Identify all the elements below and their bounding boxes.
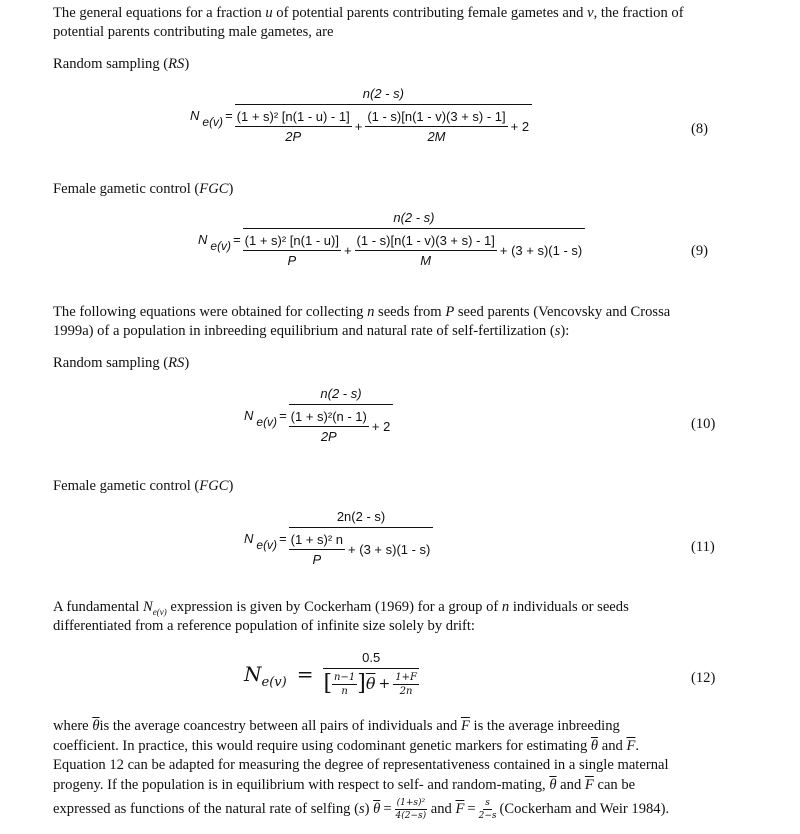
lhs-subscript: e(v)	[256, 537, 278, 552]
intro-paragraph	[53, 4, 753, 42]
plus: +	[354, 119, 363, 134]
text: The general equations for a fraction	[53, 5, 266, 21]
term1	[289, 532, 345, 567]
text: Female gametic control (	[53, 478, 200, 494]
text: coefficient. In practice, this would require using codominant genetic markers for estimating	[53, 737, 591, 754]
numerator: n(2 - s)	[243, 210, 586, 229]
theta-bar: $\overline{\theta}$	[590, 737, 599, 754]
lhs-subscript: e(v)	[202, 114, 224, 129]
theta-bar: $\overline{\theta}$	[365, 674, 376, 693]
bracket-fraction	[332, 672, 357, 697]
text: The following equations were obtained for collecting	[53, 304, 368, 320]
denominator	[243, 229, 586, 268]
theta-bar: $\overline{\theta}$	[549, 776, 557, 793]
term1-denominator: P	[287, 253, 297, 268]
term2	[365, 109, 507, 144]
term2	[393, 672, 419, 697]
text: A fundamental	[53, 599, 143, 615]
text: ):	[560, 323, 570, 339]
heading-female-gametic-control-1	[53, 180, 753, 199]
numerator: 0.5	[323, 650, 418, 669]
lhs-N: N	[244, 530, 254, 546]
text: )	[228, 478, 234, 494]
equation-12	[244, 650, 419, 697]
term2-denominator: 2n	[399, 685, 413, 697]
numerator: n(2 - s)	[235, 86, 532, 105]
term2-numerator: 1+F	[395, 671, 417, 683]
main-fraction	[235, 86, 532, 144]
text: individuals or seeds	[509, 599, 629, 615]
equation-number-12: (12)	[691, 670, 716, 686]
bracket-numerator: n−1	[334, 671, 356, 683]
lhs	[244, 661, 287, 690]
tail: + (3 + s)(1 - s)	[499, 243, 583, 258]
term1-numerator: (1 + s)² [n(1 - u) - 1]	[235, 109, 352, 127]
paragraph-collecting-seeds	[53, 303, 753, 341]
text: seeds from	[374, 304, 446, 320]
term1-numerator: (1 + s)²(n - 1)	[289, 409, 369, 427]
bracket-denominator: n	[341, 685, 348, 697]
term2-numerator: (1 - s)[n(1 - v)(3 + s) - 1]	[355, 233, 497, 251]
term2-denominator: M	[420, 253, 432, 268]
equals: =	[467, 800, 476, 817]
text: Female gametic control (	[53, 181, 200, 197]
var-u: u	[265, 5, 273, 21]
main-fraction	[243, 210, 586, 268]
F-formula	[479, 798, 497, 821]
text: FGC	[199, 181, 229, 197]
text: expression is given by Cockerham (1969) for a group of	[166, 599, 502, 615]
var-P: P	[445, 304, 455, 320]
text: .	[635, 737, 640, 754]
tail: + 2	[371, 419, 391, 434]
denominator	[323, 669, 418, 697]
numerator: n(2 - s)	[289, 386, 394, 405]
term1-denominator: P	[312, 552, 322, 567]
theta-bar: $\overline{\theta}$	[373, 800, 381, 817]
text: and	[427, 800, 456, 817]
lhs-subscript: e(v)	[210, 238, 232, 253]
text: )	[184, 56, 190, 72]
equation-11	[244, 509, 433, 567]
lhs: N e(v) =	[190, 107, 233, 129]
var-n: n	[367, 304, 375, 320]
citation: (Cockerham and Weir 1984).	[499, 800, 670, 817]
equation-10	[244, 386, 393, 444]
text: )	[364, 800, 374, 817]
F-bar: $\overline{F}$	[626, 737, 636, 754]
selfing-formulas-line	[53, 798, 753, 821]
F-bar: $\overline{F}$	[460, 718, 470, 734]
text: seed parents (Vencovsky and Crossa	[454, 304, 671, 320]
paragraph-where	[53, 717, 753, 821]
text: 1999a) of a population in inbreeding equilibrium and natural rate of self-fertilization (	[53, 323, 555, 339]
text: , the fraction of	[593, 5, 684, 21]
equals: =	[383, 800, 392, 817]
term1-denominator: 2P	[320, 429, 337, 444]
main-fraction	[289, 386, 394, 444]
F-formula-denominator: 2−s	[478, 811, 497, 821]
term1-numerator: (1 + s)² n	[289, 532, 345, 550]
text: progeny. If the population is in equilibrium with respect to self- and random-mating,	[53, 776, 550, 793]
term1	[243, 233, 341, 268]
var-v: v	[587, 5, 594, 21]
theta-formula-denominator: 4(2−s)	[395, 811, 427, 821]
lhs-N: N	[244, 407, 254, 423]
term2-denominator: 2M	[427, 129, 446, 144]
tail: + (3 + s)(1 - s)	[348, 542, 431, 557]
lhs: N e(v) =	[244, 407, 287, 429]
main-fraction	[323, 650, 418, 697]
theta-bar: $\overline{\theta}$	[92, 718, 100, 734]
var-s: s	[554, 323, 561, 339]
denominator	[289, 528, 434, 567]
subscript: e(v)	[152, 606, 167, 617]
text: potential parents contributing male gametes, are	[53, 24, 334, 40]
text: is the average coancestry between all pairs of individuals and	[99, 718, 461, 734]
term1	[235, 109, 352, 144]
F-bar: $\overline{F}$	[584, 776, 594, 793]
lhs-N: N	[244, 661, 262, 686]
text: )	[184, 355, 190, 371]
main-fraction	[289, 509, 434, 567]
equation-8	[190, 86, 532, 144]
plus: +	[378, 676, 391, 692]
lhs: N e(v) =	[198, 231, 241, 253]
term1	[289, 409, 369, 444]
text: FGC	[199, 478, 229, 494]
plus: +	[343, 243, 352, 258]
lhs-N: N	[190, 107, 200, 123]
lhs-subscript: e(v)	[261, 674, 287, 690]
equation-number-9: (9)	[691, 243, 709, 259]
term1-denominator: 2P	[285, 129, 302, 144]
left-bracket: [	[323, 671, 333, 696]
term2	[355, 233, 497, 268]
text: )	[228, 181, 234, 197]
var-s: s	[358, 800, 365, 817]
text: Equation 12 can be adapted for measuring the degree of representativeness contained in a single maternal	[53, 757, 669, 773]
term2-numerator: (1 - s)[n(1 - v)(3 + s) - 1]	[365, 109, 507, 127]
equation-number-10: (10)	[691, 416, 716, 432]
numerator: 2n(2 - s)	[289, 509, 434, 528]
right-bracket: ]	[357, 671, 366, 696]
lhs-subscript: e(v)	[256, 414, 278, 429]
paragraph-cockerham	[53, 598, 753, 636]
F-formula-numerator: s	[485, 798, 490, 808]
text: differentiated from a reference population of infinite size solely by drift:	[53, 618, 475, 634]
equation-number-8: (8)	[691, 121, 709, 137]
text: where	[53, 718, 93, 734]
text: is the average inbreeding	[469, 718, 620, 734]
equation-9	[198, 210, 585, 268]
text: RS	[168, 355, 185, 371]
text: Random sampling (	[53, 355, 169, 371]
equation-number-11: (11)	[691, 539, 715, 555]
text: RS	[168, 56, 185, 72]
var-n: n	[501, 599, 510, 615]
heading-female-gametic-control-2	[53, 477, 753, 496]
lhs: N e(v) =	[244, 530, 287, 552]
text: of potential parents contributing female gametes and	[272, 5, 588, 21]
tail: + 2	[510, 119, 530, 134]
text: and	[598, 737, 627, 754]
text: and	[556, 776, 585, 793]
denominator	[289, 405, 394, 444]
var-N: N	[142, 599, 153, 615]
text: can be	[593, 776, 636, 793]
term1-numerator: (1 + s)² [n(1 - u)]	[243, 233, 341, 251]
theta-formula-numerator: (1+s)²	[396, 798, 426, 808]
heading-random-sampling-2	[53, 354, 753, 373]
F-bar: $\overline{F}$	[455, 800, 465, 817]
theta-formula	[395, 798, 428, 821]
denominator	[235, 105, 532, 144]
text: Random sampling (	[53, 56, 169, 72]
text: expressed as functions of the natural rate of selfing (	[53, 800, 359, 817]
equals: =	[296, 661, 314, 686]
lhs-N: N	[198, 231, 208, 247]
heading-random-sampling-1	[53, 55, 753, 74]
